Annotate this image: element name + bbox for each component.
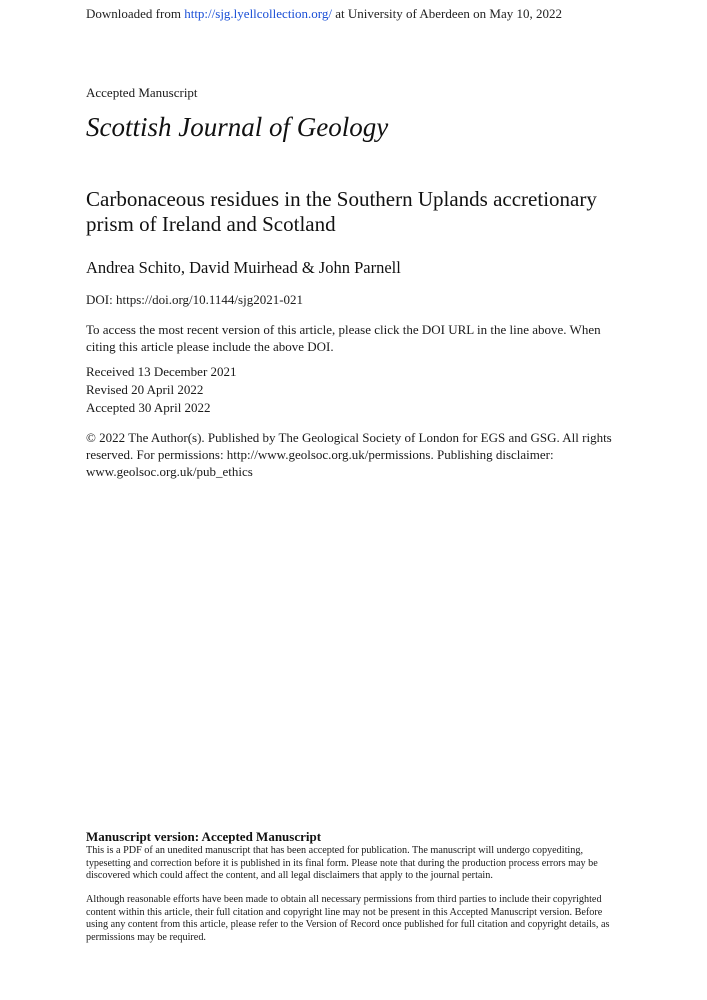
journal-name: Scottish Journal of Geology (86, 112, 389, 142)
access-note: To access the most recent version of this article, please click the DOI URL in the line above. When citing this article please include the above DOI. (86, 322, 601, 354)
accepted-date: Accepted 30 April 2022 (86, 400, 211, 415)
download-suffix: at University of Aberdeen on May 10, 2022 (332, 6, 562, 21)
manuscript-version-paragraph-1: This is a PDF of an unedited manuscript that has been accepted for publication. The manuscript will undergo copyediting, typesetting and correction before it is published in its final form. Please note that during the production process errors may be discovered which could affect the content, and all legal disclaimers that apply to the journal pertain. (86, 845, 598, 881)
download-prefix: Downloaded from (86, 6, 185, 21)
revised-date: Revised 20 April 2022 (86, 382, 204, 397)
manuscript-version-heading: Manuscript version: Accepted Manuscript (86, 829, 322, 844)
article-dates (86, 363, 237, 417)
download-link[interactable]: http://sjg.lyellcollection.org/ (184, 6, 333, 21)
article-authors: Andrea Schito, David Muirhead & John Parnell (86, 258, 401, 277)
download-notice (86, 6, 562, 22)
manuscript-label: Accepted Manuscript (86, 85, 198, 100)
copyright-notice: © 2022 The Author(s). Published by The Geological Society of London for EGS and GSG. All rights reserved. For permissions: http://www.geolsoc.org.uk/permissions. Publishing disclaimer: www.geolsoc.org.uk/pub_ethics (86, 430, 612, 479)
article-doi[interactable]: DOI: https://doi.org/10.1144/sjg2021-021 (86, 292, 304, 307)
article-title: Carbonaceous residues in the Southern Uplands accretionary prism of Ireland and Scotland (86, 187, 597, 236)
manuscript-version-paragraph-2: Although reasonable efforts have been made to obtain all necessary permissions from third parties to include their copyrighted content within this article, their full citation and copyright line may not be present in this Accepted Manuscript version. Before using any content from this article, please refer to the Version of Record once published for full citation and copyright details, as permissions may be required. (86, 894, 610, 943)
received-date: Received 13 December 2021 (86, 364, 237, 379)
